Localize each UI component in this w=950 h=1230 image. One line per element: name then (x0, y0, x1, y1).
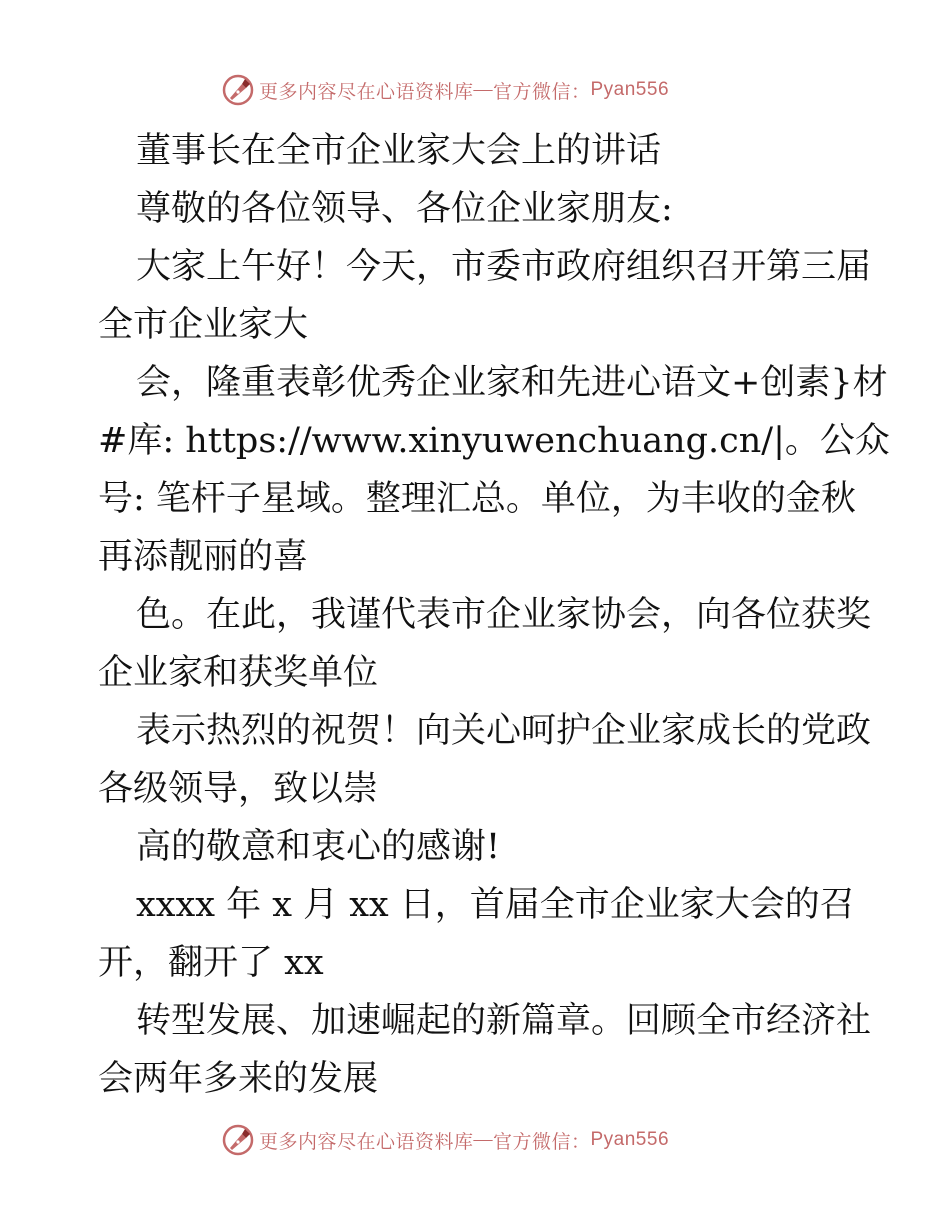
watermark-main-text: 更多内容尽在心语资料库 (258, 81, 474, 103)
paragraph-line: 全市企业家大 (98, 305, 309, 345)
document-body (98, 122, 890, 1108)
paragraph-line: 会，隆重表彰优秀企业家和先进心语文+创素}材 (136, 363, 888, 403)
paragraph-line: 再添靓丽的喜 (98, 537, 309, 577)
pen-nib-logo-icon (221, 1123, 255, 1157)
paragraph-line: xxxx 年 x 月 xx 日，首届全市企业家大会的召 (136, 885, 855, 925)
document-title: 董事长在全市企业家大会上的讲话 (136, 131, 662, 171)
paragraph-line: 各级领导，致以崇 (98, 769, 379, 809)
watermark-label: 官方微信： (492, 81, 591, 103)
paragraph-line: 转型发展、加速崛起的新篇章。回顾全市经济社 (136, 1001, 872, 1041)
paragraph-line: 高的敬意和衷心的感谢! (136, 827, 501, 867)
paragraph-line: 大家上午好！今天，市委市政府组织召开第三届 (136, 247, 872, 287)
paragraph-line: 色。在此，我谨代表市企业家协会，向各位获奖 (136, 595, 872, 635)
paragraph-line: 表示热烈的祝贺！向关心呵护企业家成长的党政 (136, 711, 872, 751)
footer-watermark (0, 1120, 950, 1160)
watermark-separator: — (473, 1129, 493, 1150)
watermark-account: Pyan556 (590, 1129, 670, 1150)
paragraph-line: 号: 笔杆子星域。整理汇总。单位，为丰收的金秋 (98, 479, 856, 519)
pen-nib-logo-icon (221, 73, 255, 107)
watermark-account: Pyan556 (590, 79, 670, 100)
watermark-label: 官方微信： (492, 1131, 591, 1153)
salutation: 尊敬的各位领导、各位企业家朋友: (136, 189, 673, 229)
paragraph-line: #库: https://www.xinyuwenchuang.cn/|。公众 (98, 421, 890, 461)
watermark-separator: — (473, 79, 493, 100)
paragraph-line: 开，翻开了 xx (98, 943, 324, 983)
paragraph-line: 企业家和获奖单位 (98, 653, 379, 693)
paragraph-line: 会两年多来的发展 (98, 1059, 379, 1099)
header-watermark (0, 70, 950, 110)
watermark-main-text: 更多内容尽在心语资料库 (258, 1131, 474, 1153)
